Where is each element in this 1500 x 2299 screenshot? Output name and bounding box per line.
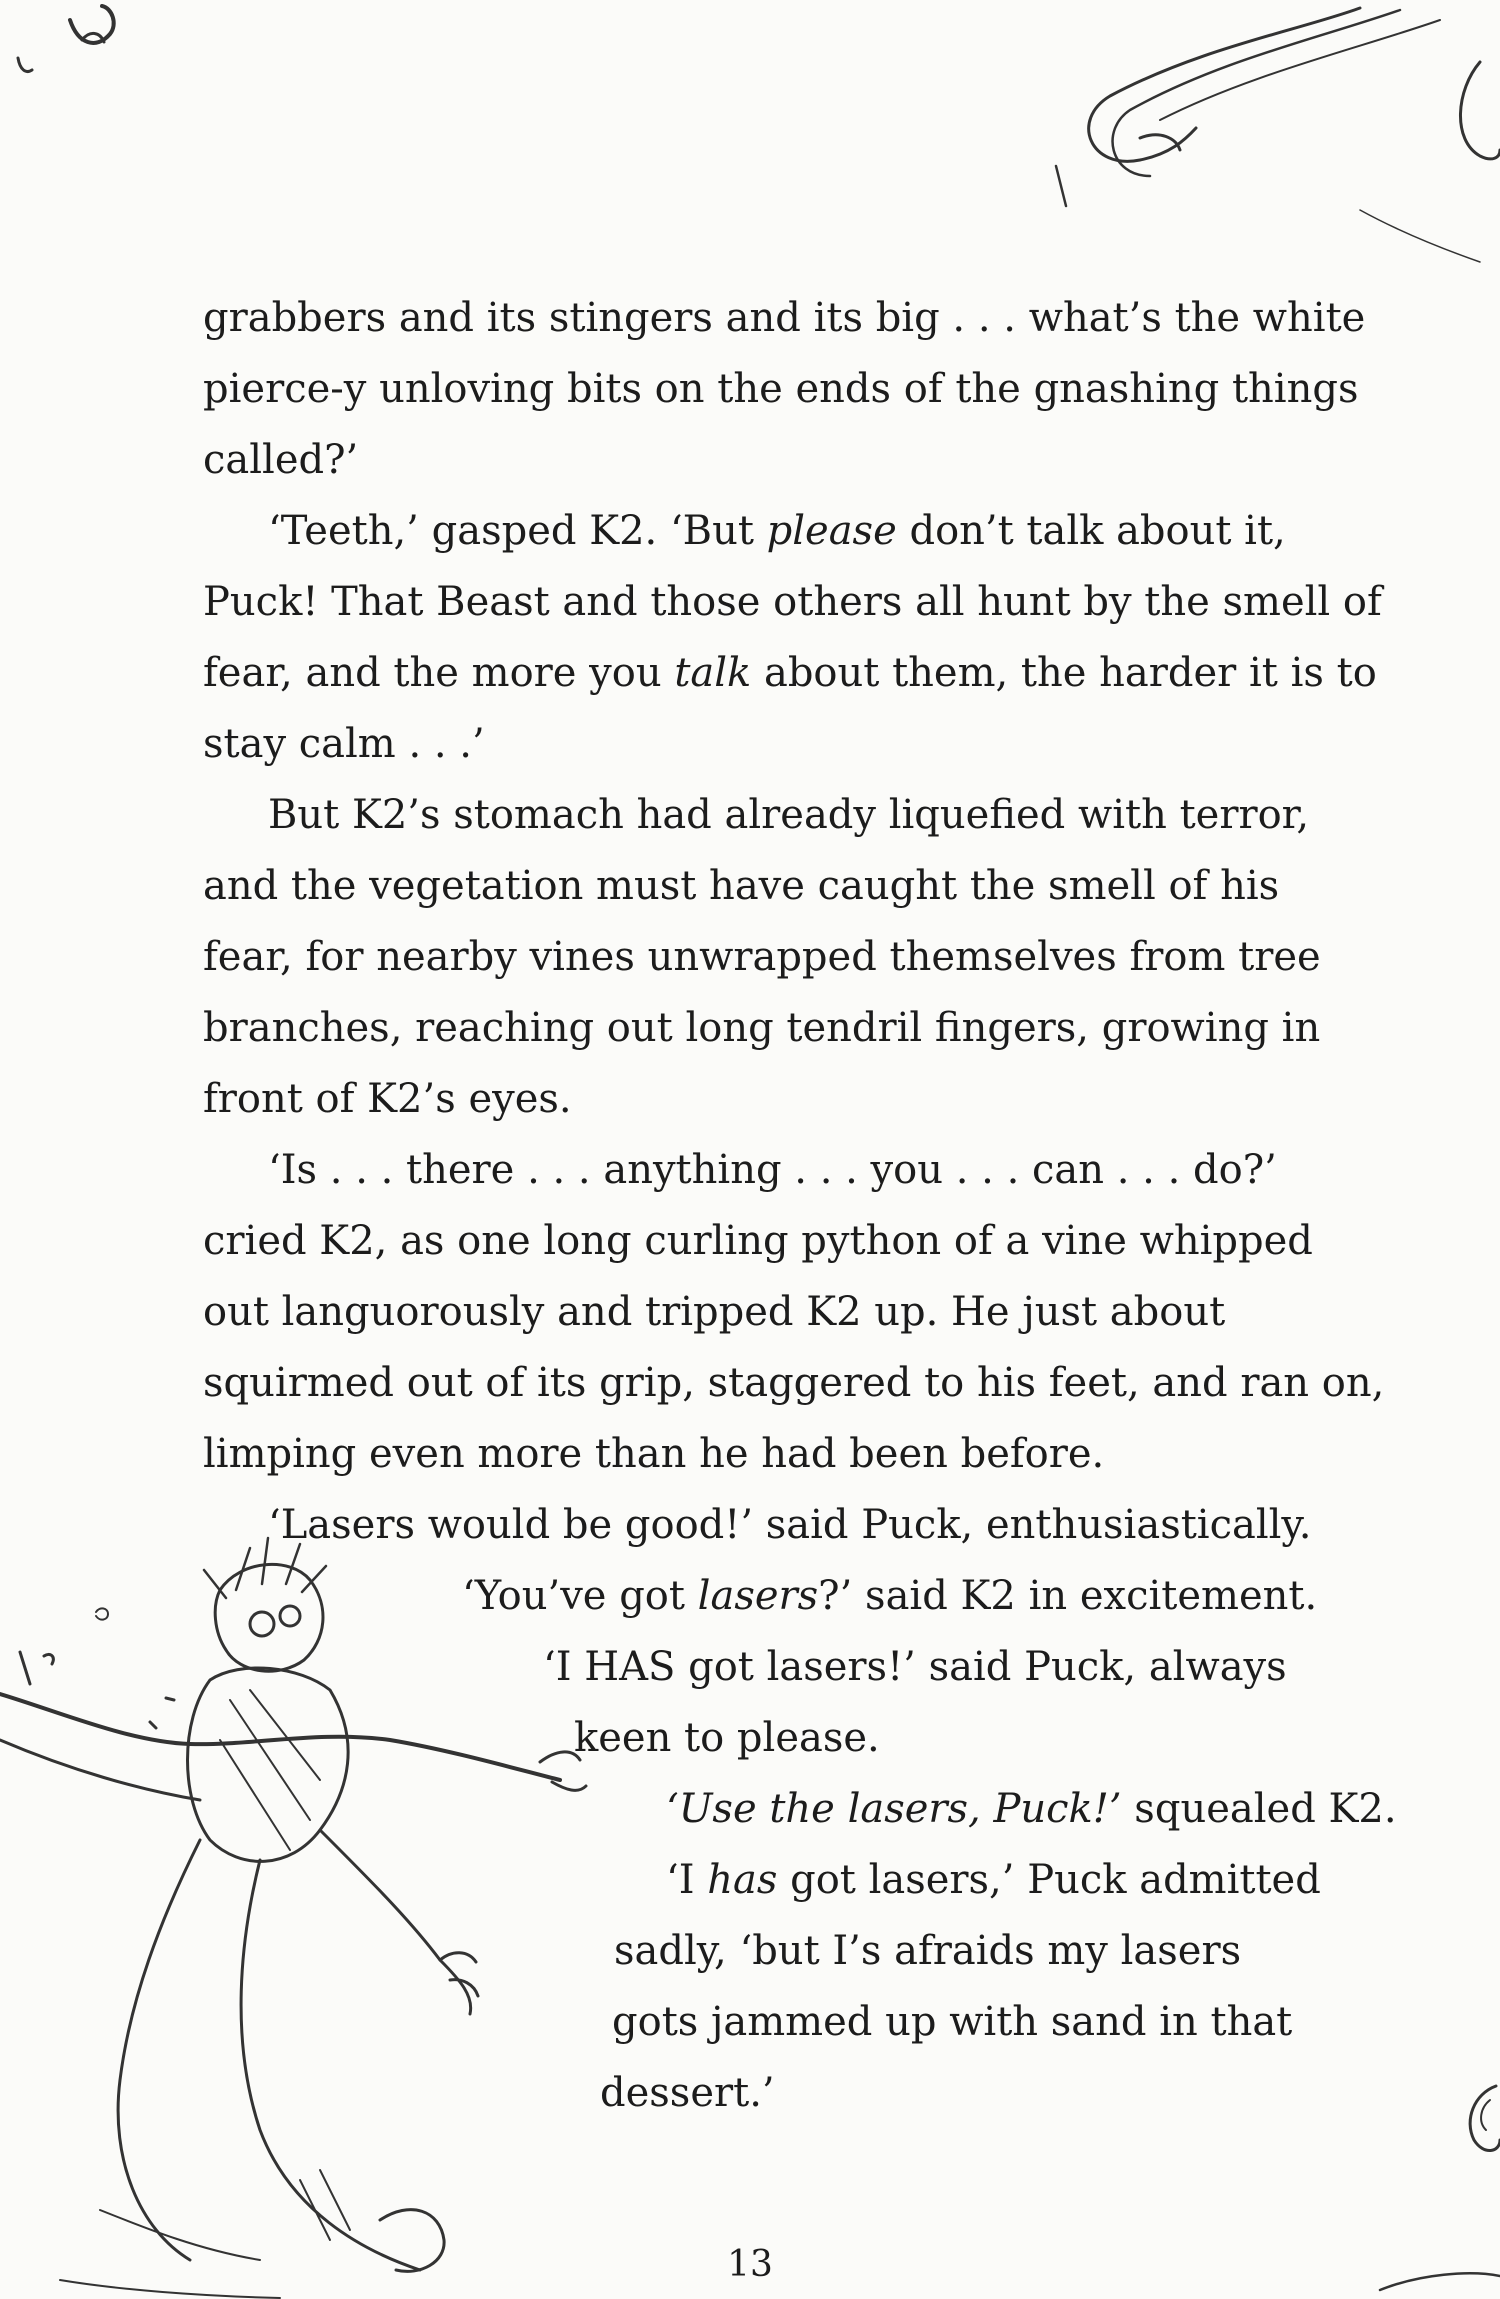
- text-line: squirmed out of its grip, staggered to his feet, and ran on,: [203, 1360, 1385, 1406]
- text-line: front of K2’s eyes.: [203, 1076, 572, 1122]
- text-line: grabbers and its stingers and its big . . . what’s the white: [203, 295, 1366, 341]
- text-line: ‘Teeth,’ gasped K2. ‘But please don’t talk about it,: [268, 508, 1286, 554]
- text-line: ‘I has got lasers,’ Puck admitted: [666, 1857, 1321, 1903]
- text-line: limping even more than he had been before.: [203, 1431, 1105, 1477]
- text-line: cried K2, as one long curling python of a vine whipped: [203, 1218, 1313, 1264]
- text-line: fear, for nearby vines unwrapped themselves from tree: [203, 934, 1321, 980]
- text-line: dessert.’: [600, 2070, 775, 2116]
- text-line: gots jammed up with sand in that: [612, 1999, 1293, 2045]
- text-line: ‘I HAS got lasers!’ said Puck, always: [543, 1644, 1287, 1690]
- text-line: sadly, ‘but I’s afraids my lasers: [614, 1928, 1242, 1974]
- text-line: called?’: [203, 437, 359, 483]
- text-line: ‘Is . . . there . . . anything . . . you . . . can . . . do?’: [268, 1147, 1277, 1193]
- text-line: But K2’s stomach had already liquefied with terror,: [268, 792, 1310, 838]
- text-line: branches, reaching out long tendril fingers, growing in: [203, 1005, 1321, 1051]
- text-line: out languorously and tripped K2 up. He just about: [203, 1289, 1226, 1335]
- text-line: pierce-y unloving bits on the ends of the gnashing things: [203, 366, 1359, 412]
- text-line: ‘Lasers would be good!’ said Puck, enthusiastically.: [268, 1502, 1312, 1548]
- page-number: 13: [727, 2244, 773, 2285]
- text-line: stay calm . . .’: [203, 721, 485, 767]
- text-line: fear, and the more you talk about them, the harder it is to: [203, 650, 1377, 696]
- text-line: Puck! That Beast and those others all hunt by the smell of: [203, 579, 1382, 625]
- text-line: ‘You’ve got lasers?’ said K2 in excitement.: [462, 1573, 1318, 1619]
- text-line: ‘Use the lasers, Puck!’ squealed K2.: [666, 1786, 1397, 1832]
- text-line: and the vegetation must have caught the smell of his: [203, 863, 1280, 909]
- text-line: keen to please.: [574, 1715, 880, 1761]
